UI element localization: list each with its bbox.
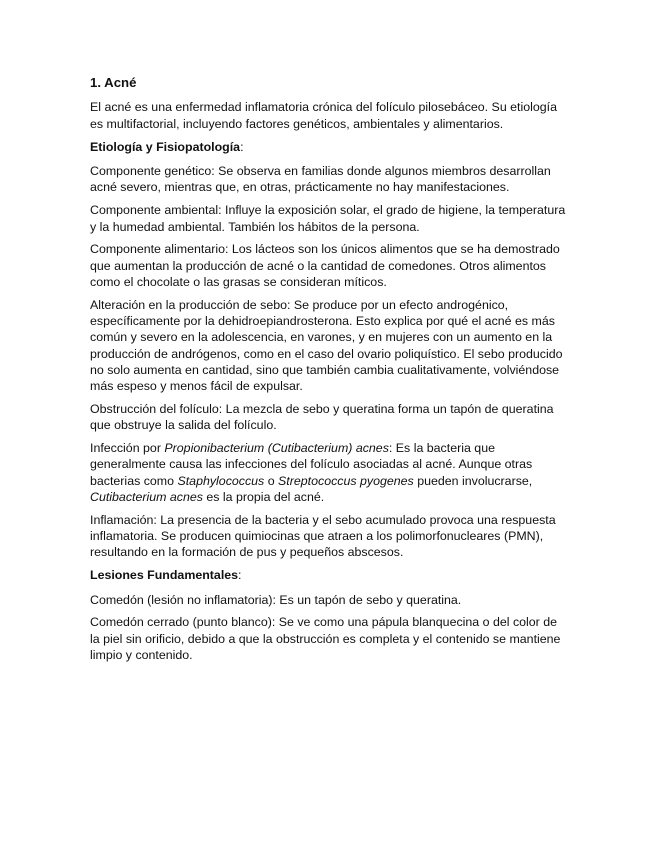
infection-after-others: pueden involucrarse, <box>413 473 533 488</box>
closed-comedo-paragraph: Comedón cerrado (punto blanco): Se ve como una pápula blanquecina o del color de la piel sin orificio, debido a que la obstrucción es completa y el contenido se mantiene limpio y contenido. <box>90 615 561 662</box>
intro-paragraph: El acné es una enfermedad inflamatoria crónica del folículo pilosebáceo. Su etiología es multifactorial, incluyendo factores genéticos, ambientales y alimentarios. <box>90 100 558 131</box>
genetic-paragraph: Componente genético: Se observa en familias donde algunos miembros desarrollan acné severo, mientras que, en otras, prácticamente no hay manifestaciones. <box>90 164 551 195</box>
inflammation-paragraph: Inflamación: La presencia de la bacteria y el sebo acumulado provoca una respuesta inflamatoria. Se producen quimiocinas que atraen a los polimorfonucleares (PMN), resultando en la formación de pus y pequeños abscesos. <box>90 512 556 560</box>
obstruction-paragraph: Obstrucción del folículo: La mezcla de sebo y queratina forma un tapón de queratina que obstruye la salida del folículo. <box>90 402 554 433</box>
lesions-heading-colon: : <box>238 568 242 583</box>
dietary-paragraph: Componente alimentario: Los lácteos son los únicos alimentos que se ha demostrado que aumentan la producción de acné o la cantidad de comedones. Otros alimentos como el chocolate o las grasas se consideran míticos. <box>90 242 560 289</box>
infection-middle: : Es la bacteria que generalmente causa las infecciones del folículo asociadas al acné. Aunque otras bacterias como <box>90 441 533 488</box>
infection-other-bacteria-2: Streptococcus pyogenes <box>278 473 414 488</box>
etiology-heading-colon: : <box>240 139 244 154</box>
infection-prefix: Infección por <box>90 441 165 456</box>
document-page <box>90 75 570 670</box>
infection-connector: o <box>264 473 279 488</box>
lesions-heading-text: Lesiones Fundamentales <box>90 568 239 583</box>
environmental-paragraph: Componente ambiental: Influye la exposición solar, el grado de higiene, la temperatura y la humedad ambiental. También los hábitos de la persona. <box>90 203 566 234</box>
infection-paragraph <box>90 440 570 505</box>
comedo-paragraph: Comedón (lesión no inflamatoria): Es un tapón de sebo y queratina. <box>90 592 462 607</box>
lesions-heading <box>90 567 570 583</box>
infection-organism: Propionibacterium (Cutibacterium) acnes <box>164 441 389 456</box>
infection-specific: Cutibacterium acnes <box>90 490 203 505</box>
etiology-heading <box>90 139 570 155</box>
infection-suffix: es la propia del acné. <box>202 490 325 505</box>
infection-other-bacteria-1: Staphylococcus <box>177 473 265 488</box>
etiology-heading-text: Etiología y Fisiopatología <box>90 139 241 154</box>
section-title: 1. Acné <box>90 75 137 90</box>
sebum-paragraph: Alteración en la producción de sebo: Se produce por un efecto androgénico, específicamente por la dehidroepiandrosterona. Esto explica por qué el acné es más común y severo en la adolescencia, en varones, y en mujeres con un aumento en la producción de andrógenos, como en el caso del ovario poliquístico. El sebo producido no solo aumenta en cantidad, sino que también cambia cualitativamente, volviéndose más espeso y menos fácil de expulsar. <box>90 297 563 394</box>
